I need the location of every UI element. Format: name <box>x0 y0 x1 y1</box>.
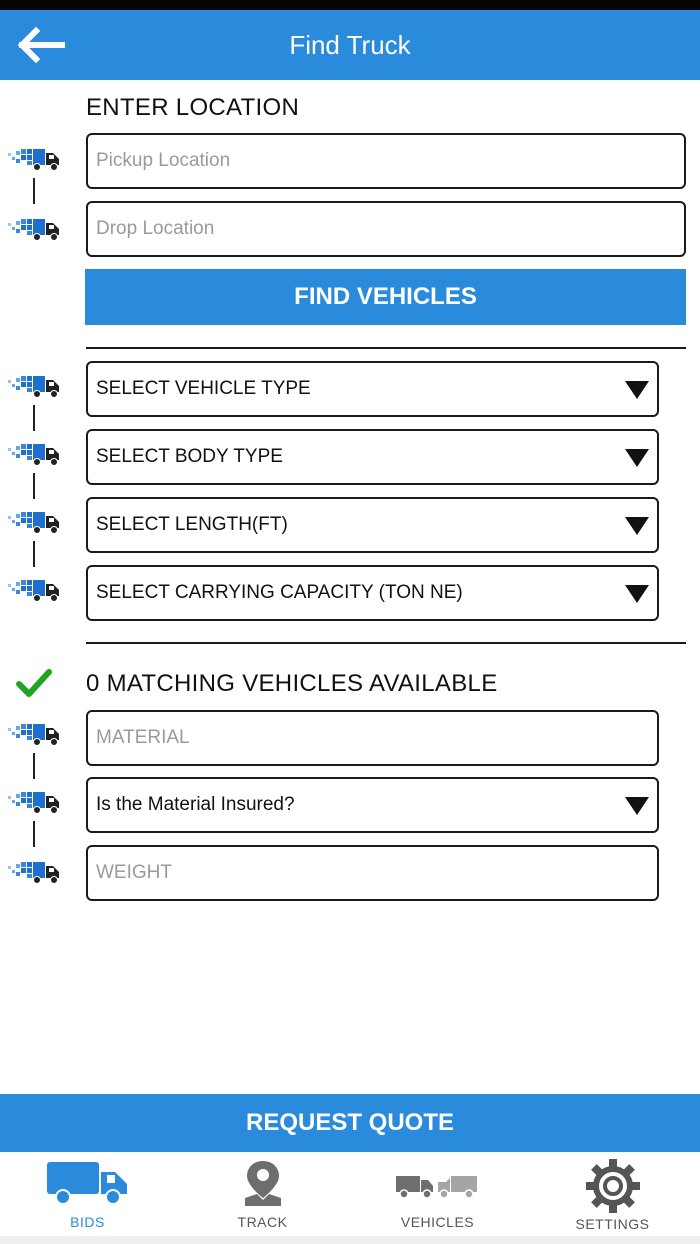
pickup-location-input[interactable]: Pickup Location <box>86 133 686 189</box>
carrying-capacity-label: SELECT CARRYING CAPACITY (TON NE) <box>96 582 463 603</box>
enter-location-heading: ENTER LOCATION <box>86 94 300 121</box>
step-connector <box>33 541 35 567</box>
nav-label-track: TRACK <box>237 1214 288 1230</box>
dropdown-caret-icon <box>625 449 649 467</box>
dropdown-caret-icon <box>625 585 649 603</box>
truck-icon <box>45 1158 131 1206</box>
truck-icon <box>8 578 62 604</box>
page-title: Find Truck <box>289 30 411 60</box>
weight-input[interactable]: WEIGHT <box>86 845 659 901</box>
truck-icon <box>8 510 62 536</box>
material-input[interactable]: MATERIAL <box>86 710 659 766</box>
vehicle-type-select[interactable] <box>86 361 659 417</box>
material-insured-select[interactable] <box>86 777 659 833</box>
dropdown-caret-icon <box>625 797 649 815</box>
step-connector <box>33 753 35 779</box>
step-connector <box>33 821 35 847</box>
truck-icon <box>8 374 62 400</box>
step-connector <box>33 178 35 204</box>
nav-label-vehicles: VEHICLES <box>400 1214 475 1230</box>
request-quote-button[interactable]: REQUEST QUOTE <box>0 1094 700 1152</box>
truck-icon <box>8 860 62 886</box>
nav-label-settings: SETTINGS <box>575 1216 650 1232</box>
status-bar <box>0 0 700 10</box>
body-type-select[interactable] <box>86 429 659 485</box>
carrying-capacity-select[interactable] <box>86 565 659 621</box>
dropdown-caret-icon <box>625 517 649 535</box>
truck-icon <box>8 217 62 243</box>
bottom-nav <box>0 1152 700 1236</box>
section-divider <box>86 347 686 349</box>
check-icon <box>16 668 52 698</box>
body-type-label: SELECT BODY TYPE <box>96 446 283 467</box>
truck-icon <box>8 790 62 816</box>
nav-label-bids: BIDS <box>70 1214 105 1230</box>
nav-item-vehicles[interactable] <box>350 1152 525 1236</box>
nav-item-bids[interactable] <box>0 1152 175 1236</box>
length-select[interactable] <box>86 497 659 553</box>
map-pin-icon <box>241 1158 285 1208</box>
length-label: SELECT LENGTH(FT) <box>96 514 288 535</box>
nav-item-settings[interactable] <box>525 1152 700 1236</box>
matching-vehicles-text: 0 MATCHING VEHICLES AVAILABLE <box>86 670 498 697</box>
truck-icon <box>8 147 62 173</box>
material-insured-label: Is the Material Insured? <box>96 794 295 815</box>
step-connector <box>33 405 35 431</box>
section-divider <box>86 642 686 644</box>
dropdown-caret-icon <box>625 381 649 399</box>
vehicles-icon <box>394 1170 482 1200</box>
bottom-edge <box>0 1236 700 1244</box>
truck-icon <box>8 722 62 748</box>
drop-location-input[interactable]: Drop Location <box>86 201 686 257</box>
app-bar <box>0 10 700 80</box>
step-connector <box>33 473 35 499</box>
vehicle-type-label: SELECT VEHICLE TYPE <box>96 378 311 399</box>
truck-icon <box>8 442 62 468</box>
gear-icon <box>581 1158 645 1214</box>
find-vehicles-button[interactable]: FIND VEHICLES <box>85 269 686 325</box>
nav-item-track[interactable] <box>175 1152 350 1236</box>
